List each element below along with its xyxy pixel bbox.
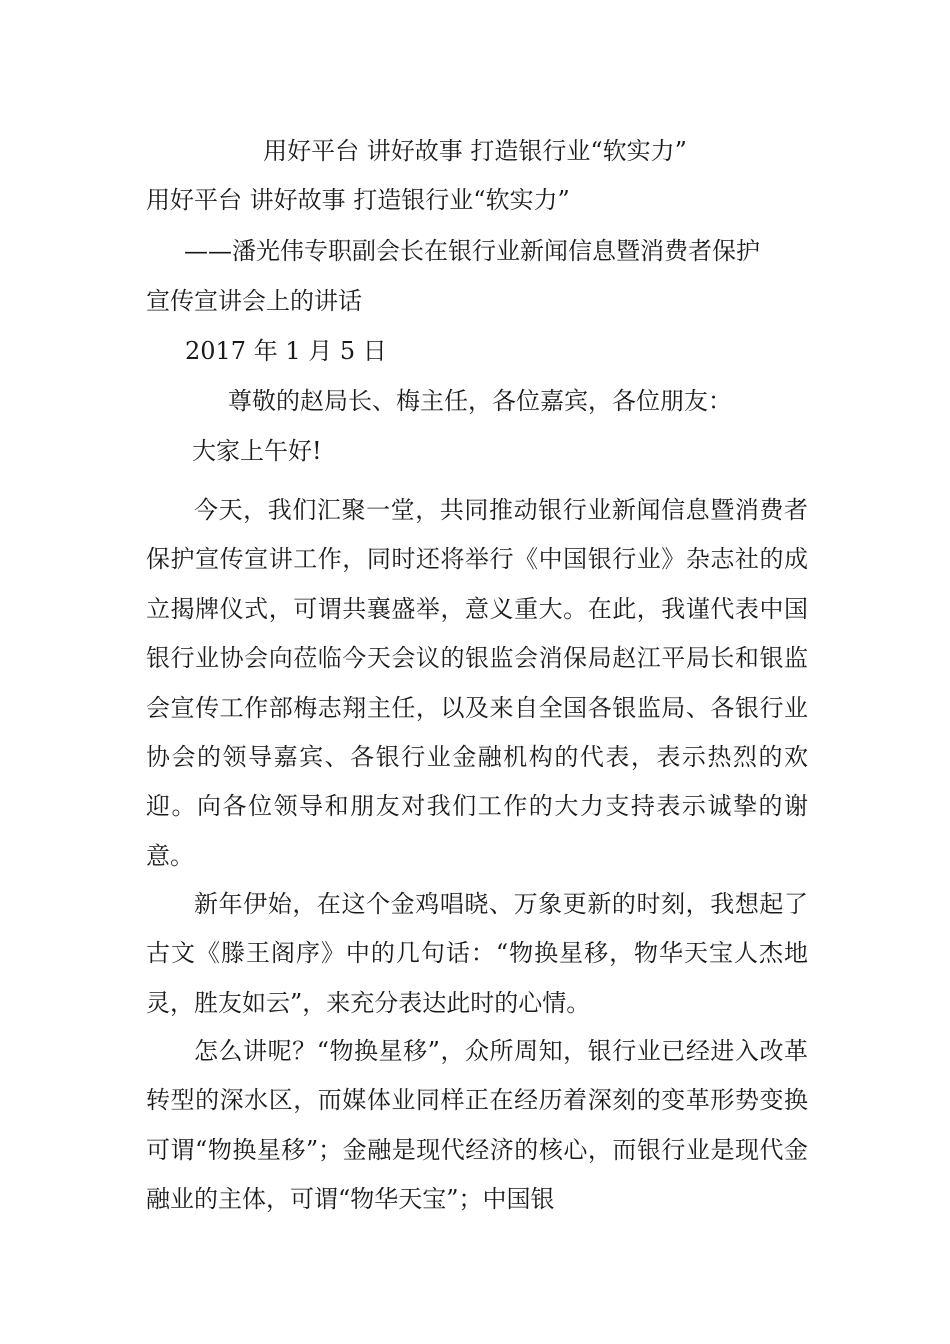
salutation: 尊敬的赵局长、梅主任，各位嘉宾，各位朋友：: [228, 387, 732, 415]
header-title: 用好平台 讲好故事 打造银行业“软实力”: [263, 137, 687, 165]
greeting: 大家上午好!: [192, 437, 322, 465]
body-paragraph-3: 怎么讲呢？“物换星移”，众所周知，银行业已经进入改革转型的深水区，而媒体业同样正在经历着深刻的变革形势变换可谓“物换星移”；金融是现代经济的核心，而银行业是现代金融业的主体，可谓“物华天宝”；中国银: [146, 1037, 808, 1214]
subtitle-line-1: ——潘光伟专职副会长在银行业新闻信息暨消费者保护: [184, 237, 760, 265]
body-paragraph-1: 今天，我们汇聚一堂，共同推动银行业新闻信息暨消费者保护宣传宣讲工作，同时还将举行《中国银行业》杂志社的成立揭牌仪式，可谓共襄盛举，意义重大。在此，我谨代表中国银行业协会向莅临今天会议的银监会消保局赵江平局长和银监会宣传工作部梅志翔主任，以及来自全国各银监局、各银行业协会的领导嘉宾、各银行业金融机构的代表，表示热烈的欢迎。向各位领导和朋友对我们工作的大力支持表示诚挚的谢意。: [146, 496, 808, 870]
speech-date: 2017 年 1 月 5 日: [185, 337, 387, 365]
subtitle-line-2: 宣传宣讲会上的讲话: [146, 287, 362, 315]
document-title: 用好平台 讲好故事 打造银行业“软实力”: [146, 186, 570, 214]
body-paragraph-2: 新年伊始，在这个金鸡唱晓、万象更新的时刻，我想起了古文《滕王阁序》中的几句话：“物换星移，物华天宝人杰地灵，胜友如云”，来充分表达此时的心情。: [146, 890, 808, 1017]
